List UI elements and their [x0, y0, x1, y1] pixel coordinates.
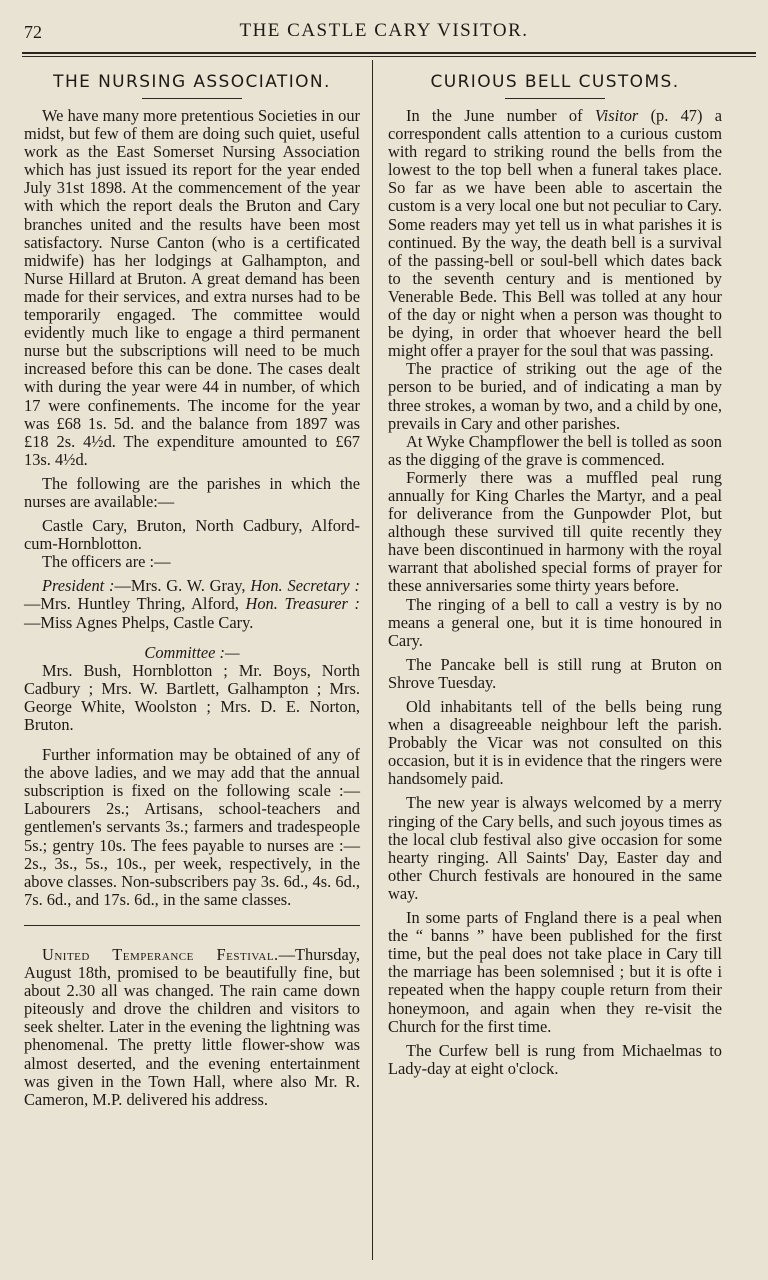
temperance-festival-paragraph — [24, 946, 360, 1109]
festival-text: —Thursday, August 18th, promised to be beautifully fine, but about 2.30 all was changed. The rain came down piteously and drove the children and visitors to seek shelter. Later in the evening the lightning was phenomenal. The pretty little flower-show was almost deserted, and the evening entertainment was given in the Town Hall, where also Mr. R. Cameron, M.P. delivered his address. — [24, 944, 360, 1109]
section-rule — [24, 925, 360, 926]
secretary-name: —Mrs. Huntley Thring, Alford, — [24, 594, 239, 614]
festival-title: United Temperance Festival. — [42, 944, 279, 964]
bell-paragraph-1-start: In the June number of — [406, 106, 595, 125]
officers-intro: The officers are :— — [42, 552, 171, 572]
bell-paragraph-4: Formerly there was a muffled peal rung annually for King Charles the Martyr, and a peal for deliverance from the Gunpowder Plot, but although these survived till quite recently they have been discontinued in harmony with the royal warrant that abolished special forms of prayer for these anniversaries some thirty years before. — [388, 467, 722, 596]
bell-paragraph-7: Old inhabitants tell of the bells being rung when a disagreeable neighbour left the parish. Probably the Vicar was not consulted on this occasion, but it is in evidence that the ringers were handsomely paid. — [388, 697, 722, 789]
bell-customs-heading: CURIOUS BELL CUSTOMS. — [430, 72, 680, 92]
visitor-title: Visitor — [594, 106, 639, 125]
secretary-label: Hon. Secretary : — [250, 576, 360, 596]
parishes-list: Castle Cary, Bruton, North Cadbury, Alford-cum-Hornblotton. — [24, 516, 360, 554]
bell-paragraph-6: The Pancake bell is still rung at Bruton on Shrove Tuesday. — [388, 654, 722, 692]
page-number: 72 — [24, 22, 42, 42]
bell-paragraph-3: At Wyke Champflower the bell is tolled as soon as the digging of the grave is commenced. — [388, 431, 722, 469]
nursing-association-heading: THE NURSING ASSOCIATION. — [53, 72, 331, 92]
committee-heading: Committee :— — [144, 642, 240, 662]
column-divider — [372, 60, 373, 1260]
left-column — [24, 64, 360, 1109]
bell-paragraph-10: The Curfew bell is rung from Michaelmas to Lady-day at eight o'clock. — [388, 1040, 722, 1078]
bell-paragraph-1 — [388, 107, 722, 360]
committee-members: Mrs. Bush, Hornblotton ; Mr. Boys, North Cadbury ; Mrs. W. Bartlett, Galhampton ; Mrs. George White, Woolston ; Mrs. D. E. Norton, Bruton. — [24, 660, 360, 734]
officers-list — [24, 577, 360, 631]
subscription-paragraph: Further information may be obtained of any of the above ladies, and we may add that the annual subscription is fixed on the following scale :—Labourers 2s.; Artisans, school-teachers and gentlemen's servants 3s.; farmers and tradespeople 5s.; gentry 10s. The fees payable to nurses are :—2s., 3s., 5s., 10s., per week, respectively, in the above classes. Non-subscribers pay 3s. 6d., 4s. 6d., 7s. 6d., and 17s. 6d., in the same classes. — [24, 745, 360, 909]
bell-paragraph-2: The practice of striking out the age of the person to be buried, and of indicating a man by three strokes, a woman by two, and a child by one, prevails in Cary and other parishes. — [388, 359, 722, 433]
bell-paragraph-8: The new year is always welcomed by a merry ringing of the Cary bells, and such joyous times as the local club festival also give occasion for some hearty ringing. All Saints' Day, Easter day and other Church festivals are honoured in the same way. — [388, 793, 722, 903]
nursing-paragraph: We have many more pretentious Societies in our midst, but few of them are doing such quiet, useful work as the East Somerset Nursing Association which has just issued its report for the year ended July 31st 1898. At the commencement of the year with which the report deals the Bruton and Cary branches united and the results have been most satisfactory. Nurse Canton (who is a certificated midwife) has her lodgings at Galhampton, and Nurse Hillard at Bruton. A great demand has been made for their services, and extra nurses had to be temporarily engaged. The committee would evidently much like to engage a third permanent nurse but the subscriptions will need to be much increased before this can be done. The cases dealt with during the year were 44 in number, of which 17 were confinements. The income for the year was £68 1s. 5d. and the balance from 1897 was £18 2s. 4½d. The expenditure amounted to £67 13s. 4½d. — [24, 106, 360, 469]
treasurer-name: —Miss Agnes Phelps, Castle Cary. — [24, 612, 254, 632]
heading-rule — [142, 98, 242, 99]
bell-paragraph-5: The ringing of a bell to call a vestry is by no means a general one, but it is time honoured in Cary. — [388, 594, 722, 650]
header-rule — [22, 52, 756, 57]
bell-paragraph-9: In some parts of Fngland there is a peal when the “ banns ” have been published for the first time, but the peal does not take place in Cary till the marriage has been solemnised ; but it is ofte i repeated when the happy couple return from their honeymoon, and again when they re-visit the Church for the first time. — [388, 908, 722, 1036]
right-column — [388, 64, 722, 1078]
treasurer-label: Hon. Treasurer : — [245, 594, 360, 614]
bell-paragraph-1-rest: (p. 47) a correspondent calls attention to a curious custom with regard to striking round the bells from the lowest to the top bell when a funeral takes place. So far as we have been able to ascertain the custom is a very local one but not peculiar to Cary. Some readers may yet tell us in what parishes it is continued. By the way, the death bell is a survival of the passing-bell or soul-bell which dates back to the seventh century and is mentioned by Venerable Bede. This Bell was tolled at any hour of the day or night when a person was thought to be dying, in order that whoever heard the bell might offer a prayer for the soul that was passing. — [388, 106, 722, 361]
president-label: President : — [42, 576, 115, 596]
parishes-intro: The following are the parishes in which the nurses are available:— — [24, 473, 360, 511]
heading-rule — [505, 98, 605, 99]
president-name: —Mrs. G. W. Gray, — [114, 576, 246, 596]
running-title: THE CASTLE CARY VISITOR. — [239, 20, 529, 41]
